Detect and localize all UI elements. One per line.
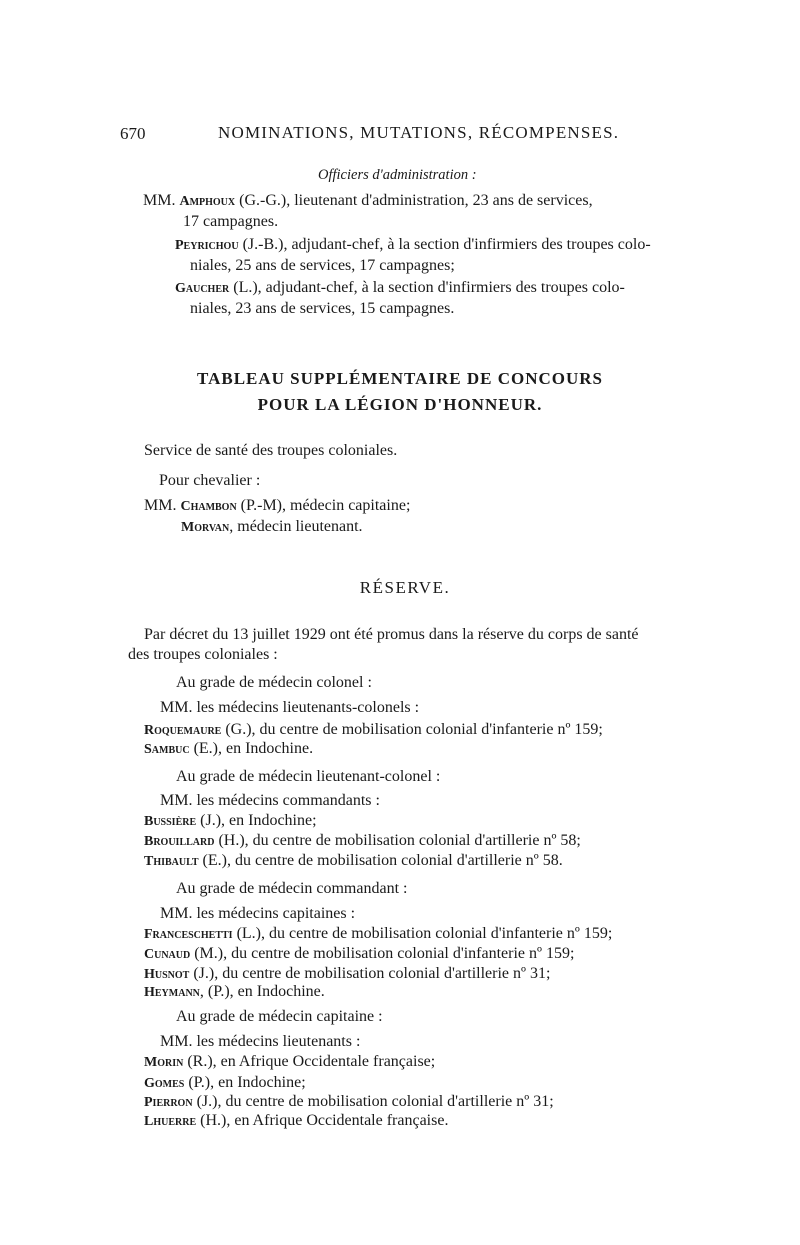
person-name: Franceschetti — [144, 927, 233, 942]
reserve-title: RÉSERVE. — [359, 578, 451, 597]
tableau-name: Morvan — [181, 520, 230, 535]
promotion-entry: Cunaud (M.), du centre de mobilisation colonial d'infanterie nº 159; — [144, 945, 575, 962]
tableau-entry: MM. Chambon (P.-M), médecin capitaine; — [144, 497, 411, 514]
person-name: Cunaud — [144, 947, 191, 962]
promotion-entry: Thibault (E.), du centre de mobilisation colonial d'artillerie nº 58. — [144, 852, 563, 869]
officer-entry-cont: niales, 25 ans de services, 17 campagnes; — [190, 257, 455, 274]
person-name: Sambuc — [144, 742, 190, 757]
tableau-name: Chambon — [180, 499, 237, 514]
promotion-entry: Lhuerre (H.), en Afrique Occidentale française. — [144, 1112, 449, 1129]
promotion-entry: Bussière (J.), en Indochine; — [144, 812, 317, 829]
person-name: Morin — [144, 1055, 184, 1070]
person-name: Thibault — [144, 854, 199, 869]
promotion-entry: Morin (R.), en Afrique Occidentale française; — [144, 1053, 436, 1070]
running-title: NOMINATIONS, MUTATIONS, RÉCOMPENSES. — [218, 123, 620, 142]
tableau-title-line1: TABLEAU SUPPLÉMENTAIRE DE CONCOURS — [197, 369, 603, 388]
tableau-title-line2: POUR LA LÉGION D'HONNEUR. — [257, 395, 543, 414]
promotion-entry: Gomes (P.), en Indochine; — [144, 1074, 306, 1091]
grade-from: MM. les médecins lieutenants : — [160, 1033, 361, 1050]
promotion-entry: Pierron (J.), du centre de mobilisation colonial d'artillerie nº 31; — [144, 1093, 554, 1110]
grade-from: MM. les médecins commandants : — [160, 792, 380, 809]
promotion-entry: Sambuc (E.), en Indochine. — [144, 740, 314, 757]
tableau-entry: Morvan, médecin lieutenant. — [181, 518, 363, 535]
officer-entry-cont: niales, 23 ans de services, 15 campagnes. — [190, 300, 455, 317]
officer-entry: MM. Amphoux (G.-G.), lieutenant d'administration, 23 ans de services, — [143, 192, 593, 209]
promotion-entry: Roquemaure (G.), du centre de mobilisation colonial d'infanterie nº 159; — [144, 721, 603, 738]
tableau-service: Service de santé des troupes coloniales. — [144, 442, 398, 459]
person-name: Brouillard — [144, 834, 215, 849]
person-name: Pierron — [144, 1095, 193, 1110]
grade-from: MM. les médecins lieutenants-colonels : — [160, 699, 420, 716]
promotion-entry: Brouillard (H.), du centre de mobilisation colonial d'artillerie nº 58; — [144, 832, 581, 849]
grade-heading: Au grade de médecin lieutenant-colonel : — [176, 768, 441, 785]
person-name: Bussière — [144, 814, 197, 829]
person-name: Roquemaure — [144, 723, 222, 738]
grade-heading: Au grade de médecin commandant : — [176, 880, 408, 897]
reserve-intro-line1: Par décret du 13 juillet 1929 ont été promus dans la réserve du corps de santé — [144, 626, 639, 643]
tableau-pour: Pour chevalier : — [159, 472, 261, 489]
reserve-intro-line2: des troupes coloniales : — [128, 646, 278, 663]
page-number: 670 — [120, 124, 146, 143]
person-name: Husnot — [144, 967, 190, 982]
person-name: Lhuerre — [144, 1114, 197, 1129]
grade-heading: Au grade de médecin capitaine : — [176, 1008, 383, 1025]
officer-entry: Peyrichou (J.-B.), adjudant-chef, à la section d'infirmiers des troupes colo- — [175, 236, 651, 253]
promotion-entry: Husnot (J.), du centre de mobilisation colonial d'artillerie nº 31; — [144, 965, 551, 982]
officer-name: Gaucher — [175, 281, 230, 296]
promotion-entry: Franceschetti (L.), du centre de mobilisation colonial d'infanterie nº 159; — [144, 925, 613, 942]
officer-entry-cont: 17 campagnes. — [183, 213, 279, 230]
officer-name: Peyrichou — [175, 238, 239, 253]
officer-entry: Gaucher (L.), adjudant-chef, à la section d'infirmiers des troupes colo- — [175, 279, 625, 296]
grade-heading: Au grade de médecin colonel : — [176, 674, 372, 691]
grade-from: MM. les médecins capitaines : — [160, 905, 356, 922]
officer-name: Amphoux — [179, 194, 236, 209]
officers-subheading: Officiers d'administration : — [318, 167, 477, 183]
person-name: Heymann — [144, 985, 200, 1000]
promotion-entry: Heymann, (P.), en Indochine. — [144, 983, 325, 1000]
person-name: Gomes — [144, 1076, 185, 1091]
